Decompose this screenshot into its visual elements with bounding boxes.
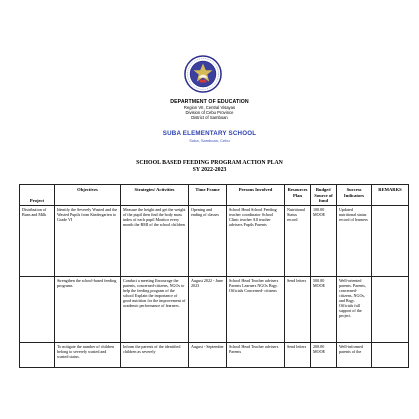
cell-time-frame: August 2022 - June 2023 xyxy=(189,276,227,342)
cell-strategies: Measure the height and get the weight of the pupil then find the body mass index of each pupil Monitor every month the BMI of the school children xyxy=(121,205,189,276)
header-project: Project xyxy=(20,185,55,206)
cell-project xyxy=(20,276,55,342)
cell-objectives: Strengthen the school-based feeding programs xyxy=(55,276,121,342)
cell-project xyxy=(20,342,55,367)
department-name: DEPARTMENT OF EDUCATION xyxy=(170,99,249,105)
header-objectives: Objectives xyxy=(55,185,121,206)
header-remarks: REMARKS xyxy=(372,185,409,206)
cell-persons: School Head Teacher advisers Parents Learners NGOs Brgy. Officials Concerned- citizens xyxy=(227,276,285,342)
cell-budget: 200.00 MOOE xyxy=(311,342,337,367)
cell-resources: Send letters xyxy=(285,276,311,342)
school-year: SY 2022-2023 xyxy=(192,167,227,173)
region-name: Region VII, Central Visayas xyxy=(183,105,236,110)
cell-strategies: Conduct a meeting Encourage the parents, concerned-citizens, NGOs to help the feeding program of the school Explain the importance of good nutrition for the improvement of academic performance of learners. xyxy=(121,276,189,342)
cell-remarks xyxy=(372,205,409,276)
header-budget: Budget/ Source of fund xyxy=(311,185,337,206)
school-address: Suba, Samboan, Cebu xyxy=(189,138,230,143)
cell-persons: School Head School Feeding teacher coordinator School Clinic teacher All teacher advisers Pupils Parents xyxy=(227,205,285,276)
cell-resources: Nutritional Status record xyxy=(285,205,311,276)
cell-budget: 100.00 MOOE xyxy=(311,205,337,276)
school-name: SUBA ELEMENTARY SCHOOL xyxy=(162,130,257,137)
action-plan-table xyxy=(19,184,409,368)
table-row xyxy=(20,276,409,342)
cell-remarks xyxy=(372,276,409,342)
cell-project: Distribution of Buns and Milk xyxy=(20,205,55,276)
header-persons-involved: Persons Involved xyxy=(227,185,285,206)
header-success-indicators: Success Indicators xyxy=(337,185,372,206)
document-title: SCHOOL BASED FEEDING PROGRAM ACTION PLAN xyxy=(136,160,283,166)
cell-time-frame: August - September xyxy=(189,342,227,367)
deped-seal-icon xyxy=(184,55,222,93)
cell-remarks xyxy=(372,342,409,367)
cell-indicators: Well-informed parents of the xyxy=(337,342,372,367)
division-name: Division of Cebu Province xyxy=(185,110,234,115)
header-time-frame: Time Frame xyxy=(189,185,227,206)
cell-persons: School Head Teacher advisers Parents xyxy=(227,342,285,367)
cell-indicators: Well-oriented parents. Parents, concerned-citizens, NGOs, and Brgy. Officials full support of the project. xyxy=(337,276,372,342)
cell-budget: 500.00 MOOE xyxy=(311,276,337,342)
district-name: District of Samboan xyxy=(191,115,228,120)
table-row xyxy=(20,342,409,367)
cell-strategies: Inform the parents of the identified children as severely xyxy=(121,342,189,367)
cell-time-frame: Opening and ending of classes xyxy=(189,205,227,276)
cell-objectives: Identify the Severely Wasted and the Wasted Pupils from Kindergarten to Grade VI xyxy=(55,205,121,276)
header-resources-plan: Resources Plan xyxy=(285,185,311,206)
header-strategies: Strategies/ Activities xyxy=(121,185,189,206)
cell-resources: Send letters xyxy=(285,342,311,367)
table-header-row xyxy=(20,185,409,206)
cell-objectives: To mitigate the number of children belong to severely wasted and wasted status. xyxy=(55,342,121,367)
cell-indicators: Updated nutritional status record of learners xyxy=(337,205,372,276)
table-row xyxy=(20,205,409,276)
